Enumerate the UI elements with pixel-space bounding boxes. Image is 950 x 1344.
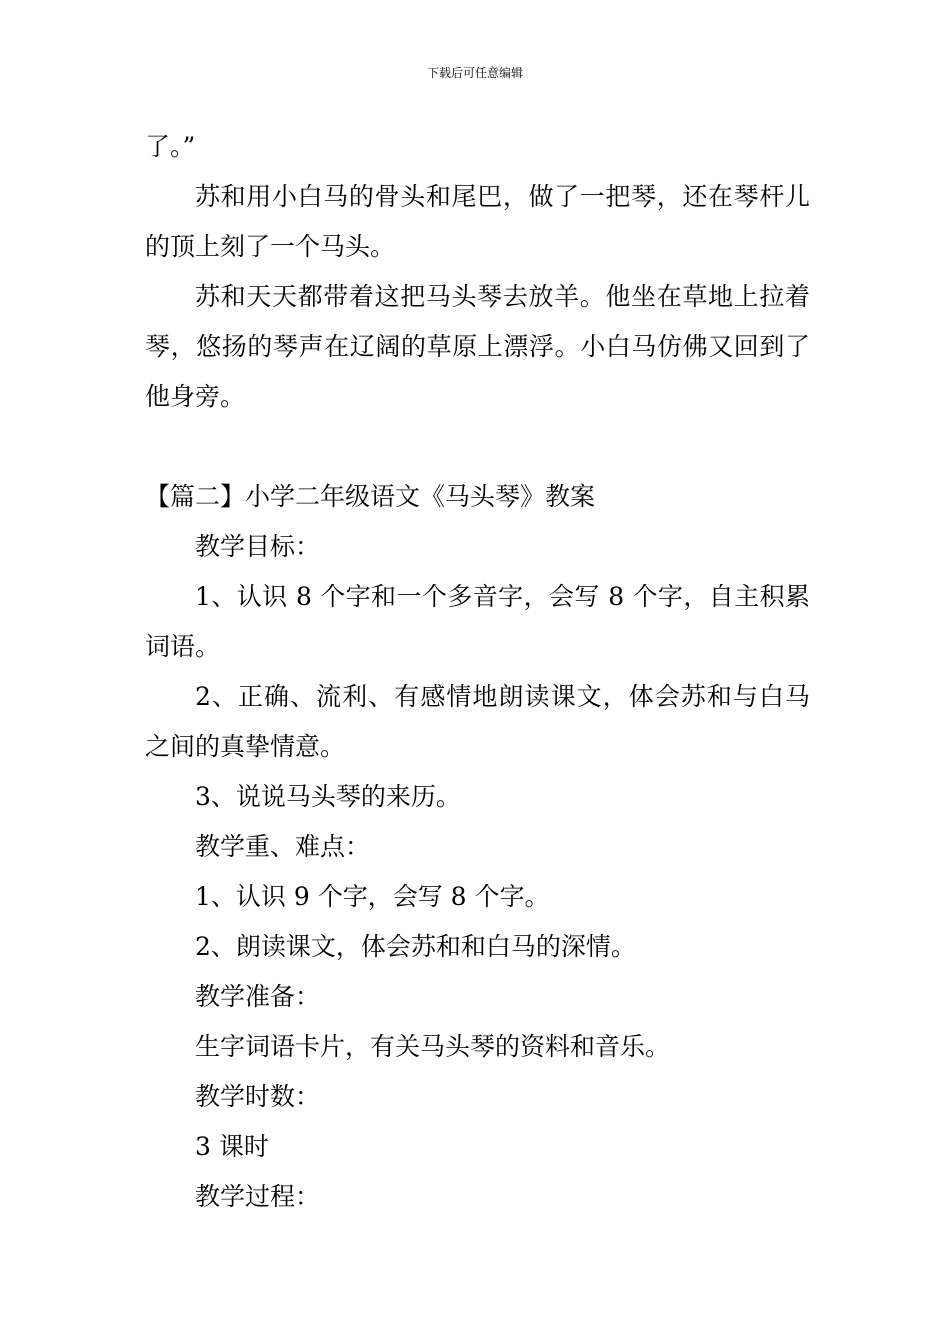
goal-item-3: 3、说说马头琴的来历。 [195, 782, 461, 811]
preparation-text: 生字词语卡片，有关马头琴的资料和音乐。 [195, 1032, 671, 1061]
paragraph-making-qin: 苏和用小白马的骨头和尾巴，做了一把琴，还在琴杆儿的顶上刻了一个马头。 [145, 182, 810, 261]
goal-item-2: 2、正确、流利、有感情地朗读课文，体会苏和与白马之间的真挚情意。 [145, 682, 810, 761]
preparation-heading: 教学准备： [195, 982, 321, 1011]
document-body [145, 122, 810, 1222]
goal-item-1: 1、认识 8 个字和一个多音字，会写 8 个字，自主积累词语。 [145, 582, 810, 661]
paragraph-closing-quote: 了。” [145, 132, 196, 161]
teaching-goals-heading: 教学目标： [195, 532, 321, 561]
paragraph-herding-sheep: 苏和天天都带着这把马头琴去放羊。他坐在草地上拉着琴，悠扬的琴声在辽阔的草原上漂浮。小白马仿佛又回到了他身旁。 [145, 282, 810, 411]
difficulty-item-2: 2、朗读课文，体会苏和和白马的深情。 [195, 932, 636, 961]
page-header: 下载后可任意编辑 [426, 66, 523, 80]
key-difficulties-heading: 教学重、难点： [195, 832, 371, 861]
difficulty-item-1: 1、认识 9 个字，会写 8 个字。 [195, 882, 550, 911]
teaching-process-heading: 教学过程： [195, 1182, 321, 1211]
class-hours-value: 3 课时 [195, 1132, 269, 1161]
class-hours-heading: 教学时数： [195, 1082, 321, 1111]
section-title: 【篇二】小学二年级语文《马头琴》教案 [145, 482, 596, 511]
